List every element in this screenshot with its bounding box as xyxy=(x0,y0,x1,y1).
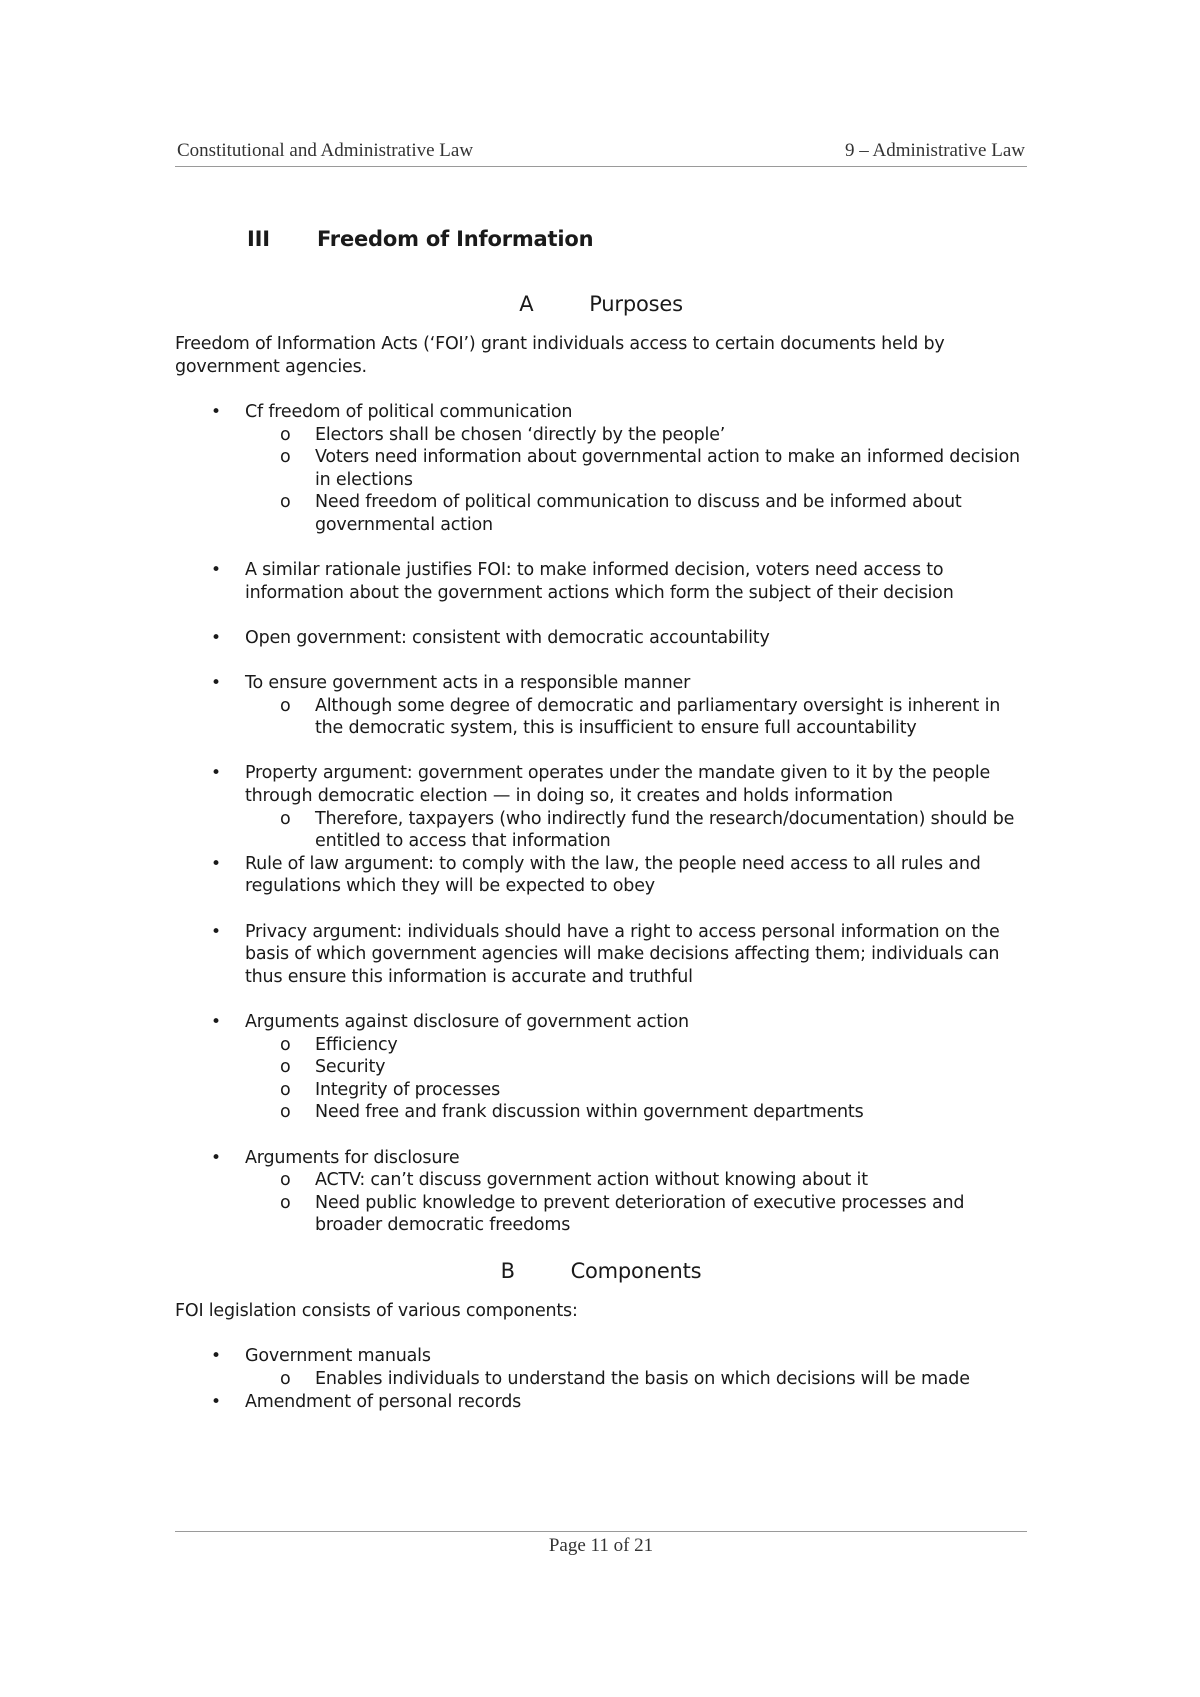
section-title: Freedom of Information xyxy=(317,227,594,251)
bullet-item xyxy=(245,762,1027,852)
bullet-item xyxy=(245,1011,1027,1124)
bullet-list xyxy=(175,921,1027,989)
bullet-item xyxy=(245,921,1027,989)
sub-bullet-item: o Therefore, taxpayers (who indirectly fund the research/documentation) should be entitled to access that information xyxy=(315,808,1027,853)
bullet-text: Arguments against disclosure of government action xyxy=(245,1012,689,1032)
header-course-title: Constitutional and Administrative Law xyxy=(177,140,474,161)
sub-bullet-list xyxy=(245,1169,1027,1237)
sub-bullet-item: o Need free and frank discussion within government departments xyxy=(315,1101,1027,1124)
bullet-text: Open government: consistent with democratic accountability xyxy=(245,627,770,648)
bullet-list xyxy=(175,401,1027,537)
bullet-item xyxy=(245,559,1027,604)
bullet-list xyxy=(175,762,1027,898)
bullet-list xyxy=(175,1011,1027,1124)
bullet-list xyxy=(175,559,1027,604)
intro-paragraph-a: Freedom of Information Acts (‘FOI’) grant individuals access to certain documents held by government agencies. xyxy=(175,334,945,377)
bullet-item xyxy=(245,672,1027,740)
bullet-text: Cf freedom of political communication xyxy=(245,401,573,422)
section-number: III xyxy=(247,227,270,251)
sub-bullet-item: o Security xyxy=(315,1056,1027,1079)
bullet-item xyxy=(245,853,1027,898)
subsection-heading-b xyxy=(175,1260,1027,1283)
bullet-item xyxy=(245,401,1027,537)
bullet-text: Arguments for disclosure xyxy=(245,1147,460,1168)
bullet-list xyxy=(175,1147,1027,1237)
sub-bullet-item: o ACTV: can’t discuss government action without knowing about it xyxy=(315,1169,1027,1192)
sub-bullet-item: o Although some degree of democratic and parliamentary oversight is inherent in the democratic system, this is insufficient to ensure full accountability xyxy=(315,695,1027,740)
sub-bullet-item: o Enables individuals to understand the basis on which decisions will be made xyxy=(315,1368,1027,1391)
bullet-item xyxy=(245,627,1027,650)
page-header xyxy=(175,140,1027,167)
sub-bullet-list xyxy=(245,808,1027,853)
bullet-text: Amendment of personal records xyxy=(245,1391,522,1412)
page-content xyxy=(175,228,1027,1413)
sub-bullet-item: o Need public knowledge to prevent deterioration of executive processes and broader democratic freedoms xyxy=(315,1192,1027,1237)
bullet-item xyxy=(245,1345,1027,1390)
bullet-text: To ensure government acts in a responsible manner xyxy=(245,673,691,694)
bullet-list xyxy=(175,627,1027,650)
sub-bullet-list xyxy=(245,695,1027,740)
sub-bullet-item: o Voters need information about governmental action to make an informed decision in elections xyxy=(315,446,1027,491)
subsection-heading-a xyxy=(175,293,1027,316)
sub-bullet-list xyxy=(245,1368,1027,1391)
header-chapter-title: 9 – Administrative Law xyxy=(845,140,1025,161)
bullet-list xyxy=(175,1345,1027,1413)
sub-bullet-item: o Integrity of processes xyxy=(315,1079,1027,1102)
bullet-list xyxy=(175,672,1027,740)
bullet-item xyxy=(245,1391,1027,1414)
bullet-text: Government manuals xyxy=(245,1346,431,1367)
subsection-title: Components xyxy=(570,1258,702,1283)
bullet-item xyxy=(245,1147,1027,1237)
subsection-title: Purposes xyxy=(589,291,683,316)
sub-bullet-list xyxy=(245,1034,1027,1124)
page-footer xyxy=(175,1531,1027,1557)
bullet-text: Rule of law argument: to comply with the law, the people need access to all rules and regulations which they will be expected to obey xyxy=(245,853,981,897)
sub-bullet-item: o Electors shall be chosen ‘directly by the people’ xyxy=(315,424,1027,447)
sub-bullet-list xyxy=(245,424,1027,537)
sub-bullet-item: o Efficiency xyxy=(315,1034,1027,1057)
subsection-letter: B xyxy=(500,1258,515,1283)
sub-bullet-item: o Need freedom of political communication to discuss and be informed about governmental action xyxy=(315,491,1027,536)
bullet-text: Privacy argument: individuals should have a right to access personal information on the basis of which government agencies will make decisions affecting them; individuals can thus ensure this information is accurate and truthful xyxy=(245,921,1000,987)
section-heading xyxy=(247,228,1027,251)
intro-paragraph-b: FOI legislation consists of various components: xyxy=(175,1301,578,1322)
bullet-text: A similar rationale justifies FOI: to make informed decision, voters need access to information about the government actions which form the subject of their decision xyxy=(245,560,954,603)
bullet-text: Property argument: government operates under the mandate given to it by the people through democratic election — in doing so, it creates and holds information xyxy=(245,763,991,807)
page-number: Page 11 of 21 xyxy=(548,1535,654,1556)
subsection-letter: A xyxy=(519,291,534,316)
